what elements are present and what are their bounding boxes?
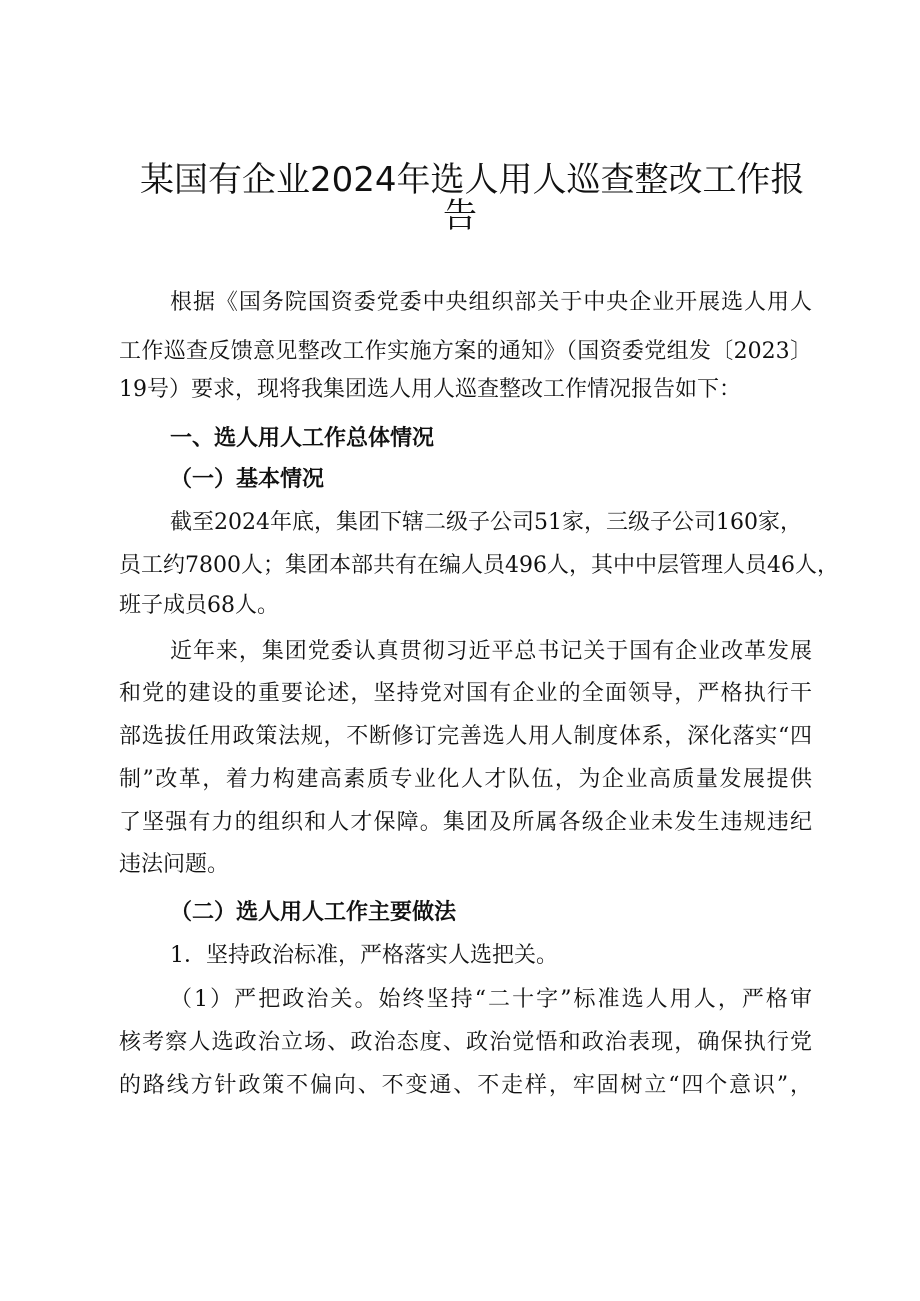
section-heading-1-2: （二）选人用人工作主要做法 xyxy=(170,900,457,925)
paragraph-recent-line-4: 制”改革，着力构建高素质专业化人才队伍，为企业高质量发展提供 xyxy=(119,767,812,792)
paragraph-recent-line-2: 和党的建设的重要论述，坚持党对国有企业的全面领导，严格执行干 xyxy=(119,681,812,706)
paragraph-basic-line-3: 班子成员68人。 xyxy=(119,593,279,618)
document-title-line-2: 告 xyxy=(443,196,477,236)
paragraph-political-line-2: 核考察人选政治立场、政治态度、政治觉悟和政治表现，确保执行党 xyxy=(119,1030,812,1055)
paragraph-political-line-1: （1）严把政治关。始终坚持“二十字”标准选人用人，严格审 xyxy=(170,987,812,1012)
paragraph-basic-line-1: 截至2024年底，集团下辖二级子公司51家，三级子公司160家， xyxy=(170,510,802,535)
section-heading-1: 一、选人用人工作总体情况 xyxy=(170,426,435,451)
document-title-line-1: 某国有企业2024年选人用人巡查整改工作报 xyxy=(140,160,805,200)
section-heading-1-1: （一）基本情况 xyxy=(170,467,325,492)
paragraph-basic-line-2: 员工约7800人；集团本部共有在编人员496人，其中中层管理人员46人， xyxy=(119,553,839,578)
paragraph-political-line-3: 的路线方针政策不偏向、不变通、不走样，牢固树立“四个意识”， xyxy=(119,1073,812,1098)
paragraph-recent-line-6: 违法问题。 xyxy=(119,852,230,877)
subsection-heading-1: 1．坚持政治标准，严格落实人选把关。 xyxy=(170,943,558,968)
paragraph-intro-line-3: 19号）要求，现将我集团选人用人巡查整改工作情况报告如下： xyxy=(119,377,741,402)
paragraph-recent-line-1: 近年来，集团党委认真贯彻习近平总书记关于国有企业改革发展 xyxy=(170,639,812,664)
paragraph-intro-line-1: 根据《国务院国资委党委中央组织部关于中央企业开展选人用人 xyxy=(170,290,812,315)
paragraph-recent-line-5: 了坚强有力的组织和人才保障。集团及所属各级企业未发生违规违纪 xyxy=(119,810,812,835)
paragraph-recent-line-3: 部选拔任用政策法规，不断修订完善选人用人制度体系，深化落实“四 xyxy=(119,724,812,749)
paragraph-intro-line-2: 工作巡查反馈意见整改工作实施方案的通知》（国资委党组发〔2023〕 xyxy=(119,339,812,364)
